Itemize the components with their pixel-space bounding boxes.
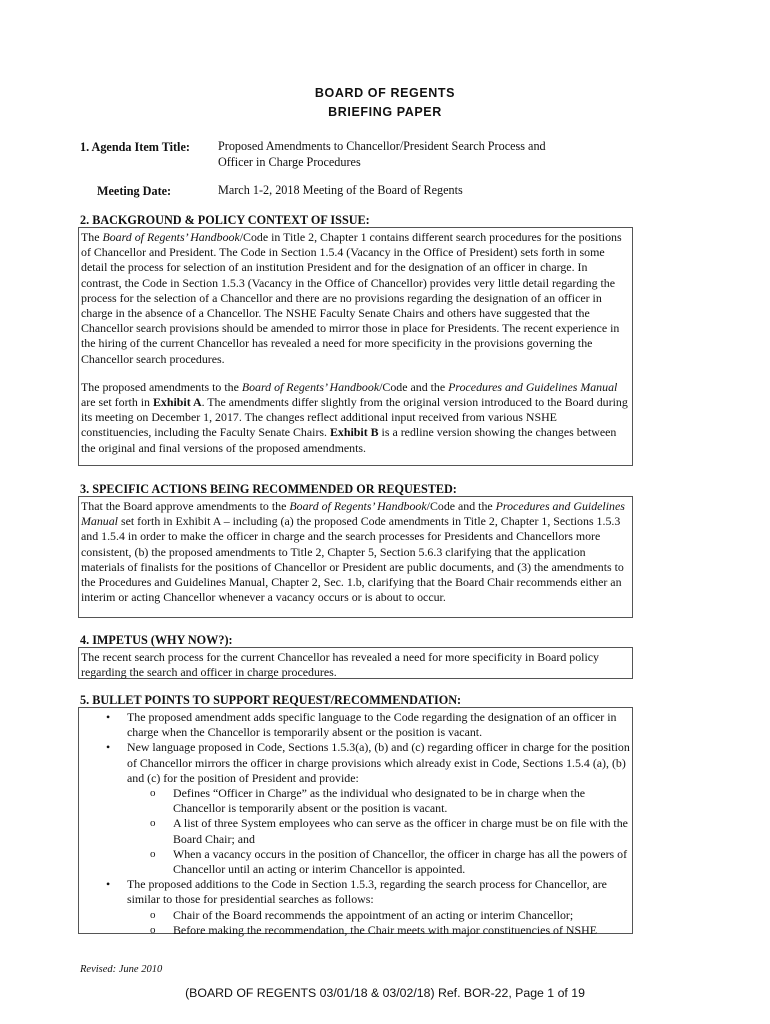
section-4-heading: 4. IMPETUS (WHY NOW?): <box>80 633 233 647</box>
sub-item-1: o Defines “Officer in Charge” as the individual who designated to be in charge when the Chancellor is temporarily absent or the position is vacant. <box>127 786 630 816</box>
section-4-box <box>78 647 633 679</box>
background-paragraph-1: The Board of Regents’ Handbook/Code in Title 2, Chapter 1 contains different search procedures for the positions of Chancellor and President. The Code in Section 1.5.4 (Vacancy in the Office of President) sets forth in some detail the process for selection of an institution President and for the designation of an officer in charge. In contrast, the Code in Section 1.5.3 (Vacancy in the Office of Chancellor) provides very little detail regarding the process for the selection of a Chancellor and there are no provisions regarding the designation of an officer in charge in the absence of a Chancellor. The NSHE Faculty Senate Chairs and others have suggested that the Chancellor search provisions should be amended to mirror those in place for Presidents. The recent experience in the hiring of the current Chancellor has revealed a need for more specificity in the provisions governing the Chancellor search procedures. <box>81 230 622 366</box>
section-2-heading: 2. BACKGROUND & POLICY CONTEXT OF ISSUE: <box>80 213 370 227</box>
recommendation-text: That the Board approve amendments to the Board of Regents’ Handbook/Code and the Procedures and Guidelines Manual set forth in Exhibit A – including (a) the proposed Code amendments in Title 2, Chapter 1, Sections 1.5.3 and 1.5.4 in order to make the officer in charge and the search processes for Presidents and Chancellors more consistent, (b) the proposed amendments to Title 2, Chapter 5, Section 5.6.3 clarifying that the application materials of finalists for the positions of Chancellor or President are public documents, and (3) the amendments to the Procedures and Guidelines Manual, Chapter 2, Sec. 1.b, clarifying that the Board Chair recommends either an interim or acting Chancellor whenever a vacancy occurs or is about to occur. <box>81 499 625 605</box>
sub-item-5: o Before making the recommendation, the Chair meets with major constituencies of NSHE <box>127 923 630 938</box>
sub-item-4: o Chair of the Board recommends the appointment of an acting or interim Chancellor; <box>127 908 630 923</box>
bullet-list <box>81 710 630 938</box>
bullet-item-2 <box>81 740 630 877</box>
meeting-date-label: Meeting Date: <box>97 184 172 198</box>
document-title: BOARD OF REGENTS <box>314 86 456 100</box>
document-subtitle: BRIEFING PAPER <box>328 105 442 119</box>
section-3-heading: 3. SPECIFIC ACTIONS BEING RECOMMENDED OR REQUESTED: <box>80 482 457 496</box>
agenda-title-line-1: Proposed Amendments to Chancellor/President Search Process and <box>218 139 546 153</box>
sub-item-3: o When a vacancy occurs in the position of Chancellor, the officer in charge has all the powers of Chancellor until an acting or interim Chancellor is appointed. <box>127 847 630 877</box>
section-5-heading: 5. BULLET POINTS TO SUPPORT REQUEST/RECOMMENDATION: <box>80 693 462 707</box>
impetus-text: The recent search process for the current Chancellor has revealed a need for more specificity in Board policy regarding the search and officer in charge procedures. <box>81 650 600 680</box>
section-3-box <box>78 496 633 618</box>
revised-note: Revised: June 2010 <box>80 964 163 975</box>
page-footer: (BOARD OF REGENTS 03/01/18 & 03/02/18) Ref. BOR-22, Page 1 of 19 <box>185 986 585 1000</box>
bullet-item-1: • The proposed amendment adds specific language to the Code regarding the designation of an officer in charge when the Chancellor is temporarily absent or the position is vacant. <box>81 710 630 740</box>
section-2-box <box>78 227 633 466</box>
section-5-box <box>78 707 633 937</box>
agenda-item-label: 1. Agenda Item Title: <box>80 140 190 154</box>
background-paragraph-2: The proposed amendments to the Board of Regents’ Handbook/Code and the Procedures and Guidelines Manual are set forth in Exhibit A. The amendments differ slightly from the original version introduced to the Board during its meeting on December 1, 2017. The changes reflect additional input received from various NSHE constituencies, including the Faculty Senate Chairs. Exhibit B is a redline version showing the changes between the original and final versions of the proposed amendments. <box>81 379 628 455</box>
agenda-item-title <box>218 139 546 170</box>
meeting-date-value: March 1-2, 2018 Meeting of the Board of Regents <box>218 183 463 197</box>
sub-list-1 <box>127 786 630 877</box>
agenda-title-line-2: Officer in Charge Procedures <box>218 154 361 169</box>
bullet-item-2-text: • New language proposed in Code, Sections 1.5.3(a), (b) and (c) regarding officer in charge for the position of Chancellor mirrors the officer in charge provisions which already exist in Code, Sections 1.5.4 (a), (b) and (c) for the position of President and provide: <box>127 740 630 785</box>
bullet-item-3 <box>81 877 630 938</box>
sub-list-2 <box>127 908 630 938</box>
bullet-item-3-text: • The proposed additions to the Code in Section 1.5.3, regarding the search process for Chancellor, are similar to those for presidential searches as follows: <box>127 877 607 907</box>
sub-item-2: o A list of three System employees who can serve as the officer in charge must be on file with the Board Chair; and <box>127 816 630 846</box>
